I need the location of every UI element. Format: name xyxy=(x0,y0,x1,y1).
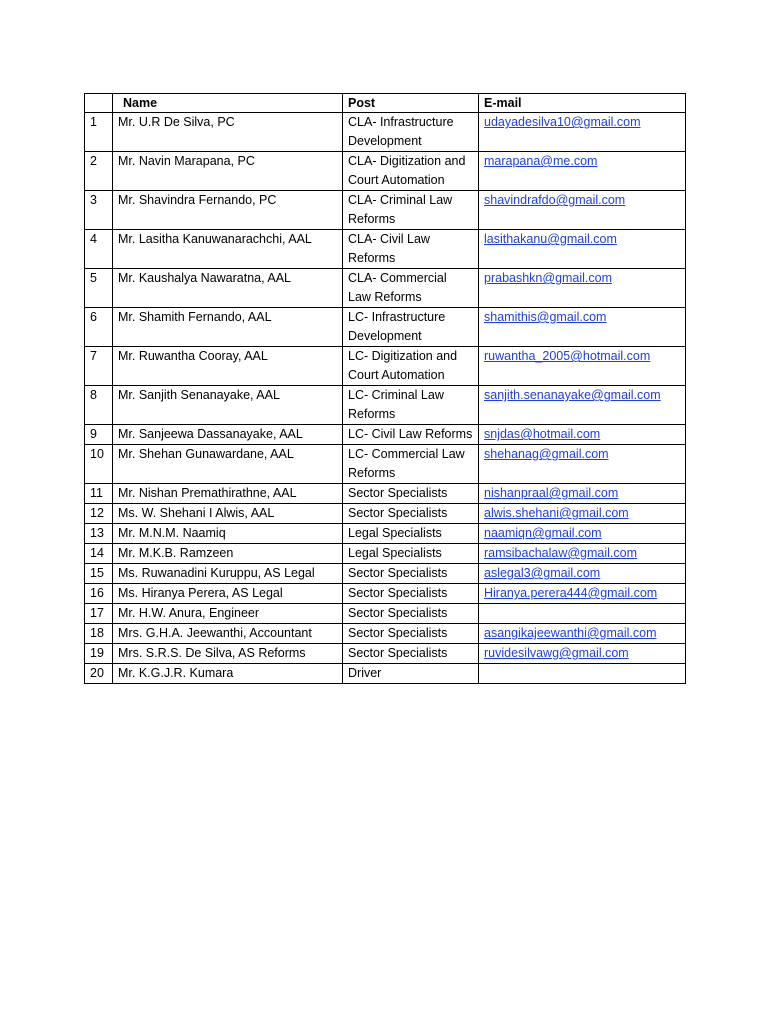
row-email-link[interactable]: snjdas@hotmail.com xyxy=(479,425,686,445)
row-name: Mr. Lasitha Kanuwanarachchi, AAL xyxy=(113,230,343,269)
table-row xyxy=(85,644,686,664)
table-row xyxy=(85,564,686,584)
row-email-link[interactable]: nishanpraal@gmail.com xyxy=(479,484,686,504)
row-number: 20 xyxy=(85,664,113,684)
row-name: Mr. H.W. Anura, Engineer xyxy=(113,604,343,624)
table-row xyxy=(85,544,686,564)
row-email-link[interactable]: ruvidesilvawg@gmail.com xyxy=(479,644,686,664)
row-email-link[interactable]: prabashkn@gmail.com xyxy=(479,269,686,308)
table-row xyxy=(85,113,686,152)
row-number: 19 xyxy=(85,644,113,664)
row-post: LC- Criminal Law Reforms xyxy=(343,386,479,425)
row-number: 13 xyxy=(85,524,113,544)
row-post: Sector Specialists xyxy=(343,484,479,504)
row-name: Mr. Kaushalya Nawaratna, AAL xyxy=(113,269,343,308)
table-row xyxy=(85,664,686,684)
row-email-link[interactable]: marapana@me.com xyxy=(479,152,686,191)
header-email: E-mail xyxy=(479,94,686,113)
row-post: CLA- Digitization and Court Automation xyxy=(343,152,479,191)
row-name: Mr. Shamith Fernando, AAL xyxy=(113,308,343,347)
row-number: 8 xyxy=(85,386,113,425)
row-post: Sector Specialists xyxy=(343,624,479,644)
table-row xyxy=(85,624,686,644)
row-name: Mr. Shehan Gunawardane, AAL xyxy=(113,445,343,484)
table-row xyxy=(85,604,686,624)
row-post: CLA- Criminal Law Reforms xyxy=(343,191,479,230)
row-name: Mr. Sanjith Senanayake, AAL xyxy=(113,386,343,425)
row-email-link[interactable]: shamithis@gmail.com xyxy=(479,308,686,347)
row-number: 11 xyxy=(85,484,113,504)
table-header-row xyxy=(85,94,686,113)
row-email-link[interactable]: sanjith.senanayake@gmail.com xyxy=(479,386,686,425)
row-post: LC- Civil Law Reforms xyxy=(343,425,479,445)
row-name: Mr. M.N.M. Naamiq xyxy=(113,524,343,544)
row-email-link[interactable]: ruwantha_2005@hotmail.com xyxy=(479,347,686,386)
row-post: Legal Specialists xyxy=(343,544,479,564)
table-row xyxy=(85,308,686,347)
table-row xyxy=(85,386,686,425)
table-row xyxy=(85,584,686,604)
row-number: 4 xyxy=(85,230,113,269)
row-name: Mr. M.K.B. Ramzeen xyxy=(113,544,343,564)
table-row xyxy=(85,524,686,544)
row-email-link[interactable]: shavindrafdo@gmail.com xyxy=(479,191,686,230)
table-body xyxy=(85,113,686,684)
row-email-link[interactable]: asangikajeewanthi@gmail.com xyxy=(479,624,686,644)
row-email-link[interactable]: shehanag@gmail.com xyxy=(479,445,686,484)
row-number: 17 xyxy=(85,604,113,624)
row-post: Sector Specialists xyxy=(343,644,479,664)
row-name: Mr. Navin Marapana, PC xyxy=(113,152,343,191)
table-row xyxy=(85,269,686,308)
row-post: LC- Commercial Law Reforms xyxy=(343,445,479,484)
table-row xyxy=(85,347,686,386)
row-post: CLA- Civil Law Reforms xyxy=(343,230,479,269)
row-name: Ms. Hiranya Perera, AS Legal xyxy=(113,584,343,604)
row-number: 6 xyxy=(85,308,113,347)
row-post: LC- Infrastructure Development xyxy=(343,308,479,347)
table-row xyxy=(85,152,686,191)
row-post: Sector Specialists xyxy=(343,564,479,584)
header-name: Name xyxy=(113,94,343,113)
row-email-link[interactable]: ramsibachalaw@gmail.com xyxy=(479,544,686,564)
row-post: LC- Digitization and Court Automation xyxy=(343,347,479,386)
row-post: Sector Specialists xyxy=(343,584,479,604)
row-name: Ms. Ruwanadini Kuruppu, AS Legal xyxy=(113,564,343,584)
table-row xyxy=(85,445,686,484)
row-email-link[interactable]: udayadesilva10@gmail.com xyxy=(479,113,686,152)
table-row xyxy=(85,484,686,504)
row-name: Mr. Sanjeewa Dassanayake, AAL xyxy=(113,425,343,445)
table-row xyxy=(85,504,686,524)
row-number: 7 xyxy=(85,347,113,386)
row-number: 15 xyxy=(85,564,113,584)
row-name: Mr. K.G.J.R. Kumara xyxy=(113,664,343,684)
row-email-link[interactable]: alwis.shehani@gmail.com xyxy=(479,504,686,524)
row-post: CLA- Infrastructure Development xyxy=(343,113,479,152)
row-post: Sector Specialists xyxy=(343,604,479,624)
row-email-link[interactable]: naamiqn@gmail.com xyxy=(479,524,686,544)
row-number: 18 xyxy=(85,624,113,644)
row-number: 12 xyxy=(85,504,113,524)
row-email-link xyxy=(479,664,686,684)
row-number: 9 xyxy=(85,425,113,445)
row-name: Mr. U.R De Silva, PC xyxy=(113,113,343,152)
row-email-link[interactable]: Hiranya.perera444@gmail.com xyxy=(479,584,686,604)
row-name: Mr. Ruwantha Cooray, AAL xyxy=(113,347,343,386)
row-post: Legal Specialists xyxy=(343,524,479,544)
row-number: 10 xyxy=(85,445,113,484)
row-number: 3 xyxy=(85,191,113,230)
row-email-link[interactable]: aslegal3@gmail.com xyxy=(479,564,686,584)
staff-contact-table xyxy=(84,93,686,684)
row-number: 5 xyxy=(85,269,113,308)
row-post: CLA- Commercial Law Reforms xyxy=(343,269,479,308)
row-name: Mr. Nishan Premathirathne, AAL xyxy=(113,484,343,504)
row-name: Ms. W. Shehani I Alwis, AAL xyxy=(113,504,343,524)
row-post: Sector Specialists xyxy=(343,504,479,524)
table-row xyxy=(85,230,686,269)
row-name: Mrs. G.H.A. Jeewanthi, Accountant xyxy=(113,624,343,644)
row-name: Mrs. S.R.S. De Silva, AS Reforms xyxy=(113,644,343,664)
header-number xyxy=(85,94,113,113)
table-row xyxy=(85,425,686,445)
table-row xyxy=(85,191,686,230)
row-number: 16 xyxy=(85,584,113,604)
row-post: Driver xyxy=(343,664,479,684)
row-number: 1 xyxy=(85,113,113,152)
row-number: 2 xyxy=(85,152,113,191)
row-email-link xyxy=(479,604,686,624)
row-email-link[interactable]: lasithakanu@gmail.com xyxy=(479,230,686,269)
header-post: Post xyxy=(343,94,479,113)
row-name: Mr. Shavindra Fernando, PC xyxy=(113,191,343,230)
row-number: 14 xyxy=(85,544,113,564)
